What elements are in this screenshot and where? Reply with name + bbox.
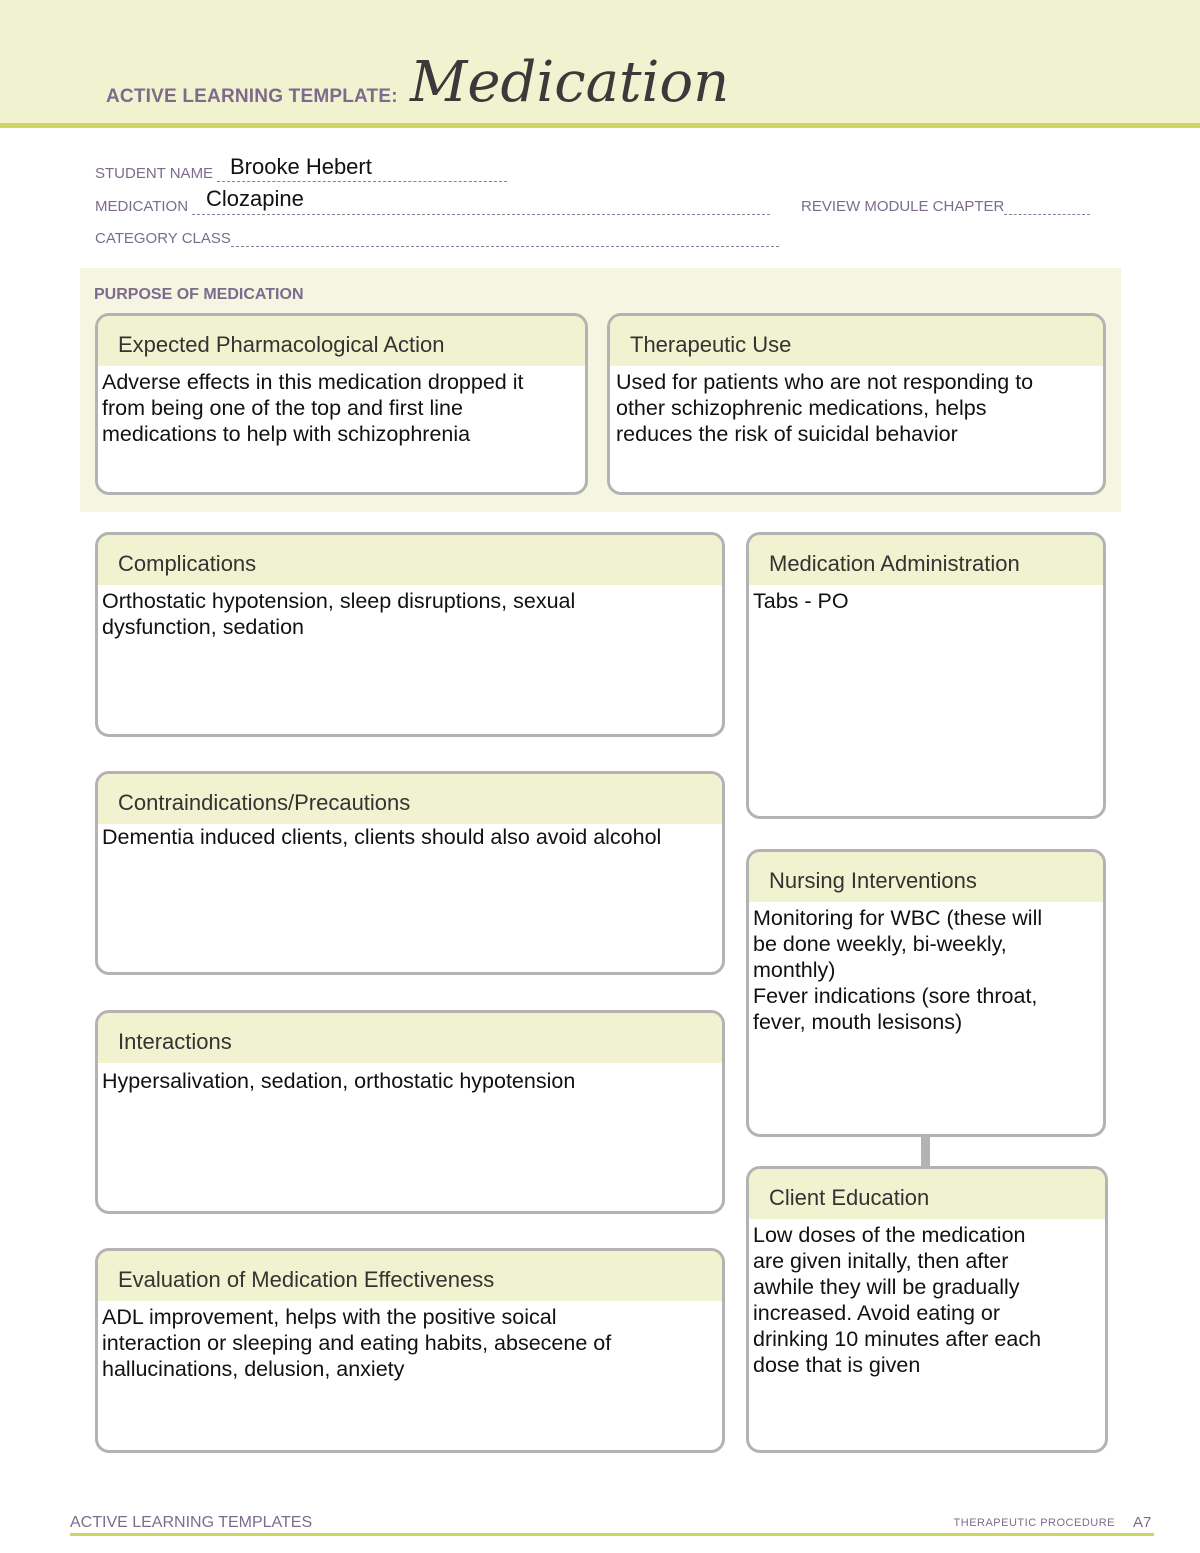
administration-box xyxy=(746,532,1106,819)
box-title: Therapeutic Use xyxy=(610,316,1103,366)
box-title: Interactions xyxy=(98,1013,722,1063)
box-title: Client Education xyxy=(749,1169,1105,1219)
box-title: Contraindications/Precautions xyxy=(98,774,722,824)
review-module-field[interactable] xyxy=(1004,200,1090,215)
expected-action-box xyxy=(95,313,588,495)
connector xyxy=(921,1134,930,1168)
interactions-box xyxy=(95,1010,725,1214)
box-body[interactable]: Orthostatic hypotension, sleep disruptions, sexual dysfunction, sedation xyxy=(102,589,576,639)
box-body[interactable]: Monitoring for WBC (these will be done weekly, bi-weekly, monthly) Fever indications (sore throat, fever, mouth lesisons) xyxy=(753,906,1043,1034)
box-body[interactable]: Tabs - PO xyxy=(753,589,849,613)
complications-box xyxy=(95,532,725,737)
page-title: Medication xyxy=(410,50,730,115)
student-name-field[interactable]: Brooke Hebert xyxy=(230,154,372,179)
box-title: Complications xyxy=(98,535,722,585)
page-number: A7 xyxy=(1133,1514,1152,1531)
client-education-box xyxy=(746,1166,1108,1453)
box-body[interactable]: Hypersalivation, sedation, orthostatic hypotension xyxy=(102,1069,576,1093)
footer-rule xyxy=(70,1533,1154,1536)
box-body[interactable]: Dementia induced clients, clients should also avoid alcohol xyxy=(102,825,662,849)
footer-left: ACTIVE LEARNING TEMPLATES xyxy=(70,1514,313,1531)
header-banner xyxy=(0,0,1200,128)
box-body[interactable]: Used for patients who are not responding to other schizophrenic medications, helps reduces the risk of suicidal behavior xyxy=(616,370,1034,446)
box-body[interactable]: Low doses of the medication are given initally, then after awhile they will be gradually increased. Avoid eating or drinking 10 minutes after each dose that is given xyxy=(753,1223,1042,1377)
box-title: Evaluation of Medication Effectiveness xyxy=(98,1251,722,1301)
box-title: Nursing Interventions xyxy=(749,852,1103,902)
nursing-interventions-box xyxy=(746,849,1106,1137)
medication-label: MEDICATION xyxy=(95,198,770,215)
footer-section: THERAPEUTIC PROCEDURE xyxy=(953,1517,1115,1529)
category-class-field[interactable] xyxy=(231,232,779,247)
contraindications-box xyxy=(95,771,725,975)
box-body[interactable]: Adverse effects in this medication dropped it from being one of the top and first line medications to help with schizophrenia xyxy=(102,370,524,446)
box-title: Medication Administration xyxy=(749,535,1103,585)
purpose-title: PURPOSE OF MEDICATION xyxy=(94,286,304,303)
box-title: Expected Pharmacological Action xyxy=(98,316,585,366)
review-module-label: REVIEW MODULE CHAPTER xyxy=(801,198,1090,215)
category-class-label: CATEGORY CLASS xyxy=(95,230,779,247)
evaluation-box xyxy=(95,1248,725,1453)
student-name-label: STUDENT NAME xyxy=(95,165,507,182)
therapeutic-use-box xyxy=(607,313,1106,495)
template-label: ACTIVE LEARNING TEMPLATE: xyxy=(106,86,398,107)
box-body[interactable]: ADL improvement, helps with the positive soical interaction or sleeping and eating habits, absecene of hallucinations, delusion, anxiety xyxy=(102,1305,612,1381)
medication-field[interactable]: Clozapine xyxy=(206,186,304,211)
